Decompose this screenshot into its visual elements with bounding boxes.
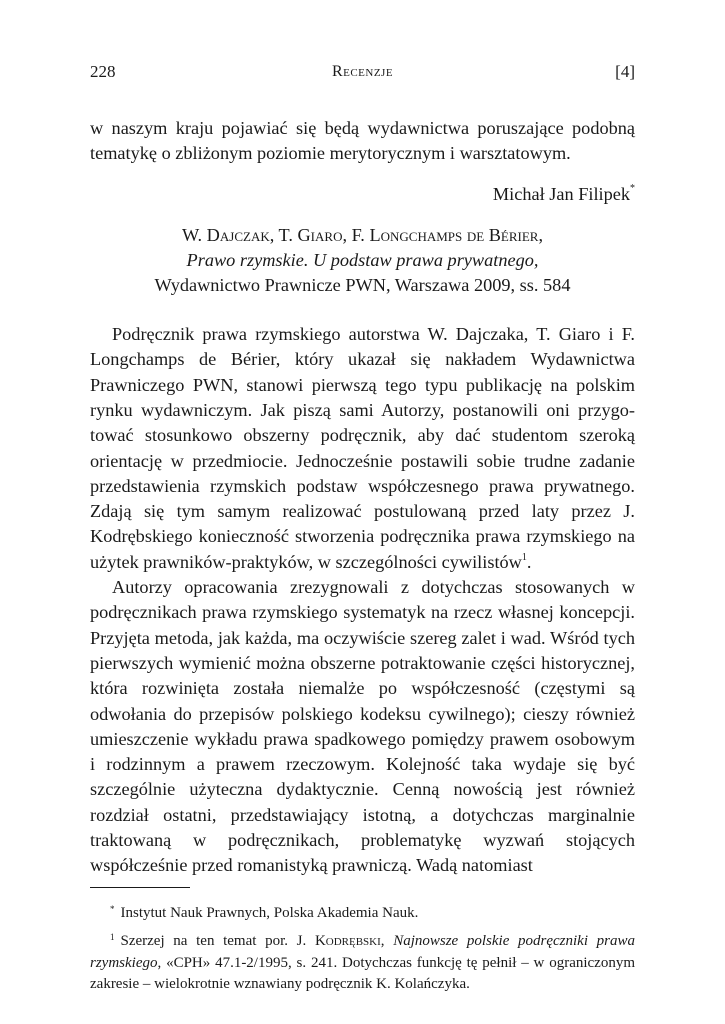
footnote-title: Najnowsze polskie podręczniki prawa rzymskiego bbox=[90, 932, 636, 971]
book-publisher: Wydawnictwo Prawnicze PWN, Warszawa 2009, ss. 584 bbox=[154, 275, 571, 296]
paragraph-text: Podręcznik prawa rzymskiego autorstwa W. Dajczaka, T. Giaro i F. Longchamps de Bérier, który ukazał się nakładem Wydawnictwa Prawniczego PWN, stanowi pierwszą tego typu publikację na polskim rynku wydawniczym. Jak piszą sami Autorzy, postanowili oni przygotować stosunkowo obszerny podręcznik, aby dać studentom szeroką orientację w przedmiocie. Jednocześnie postawili sobie trudne zadanie przedstawienia rzymskich podstaw współczesnego prawa prywatnego. Zdają się tym samym realizować postulowaną przed laty przez J. Kodrębskiego konieczność stworzenia podręcznika prawa rzymskiego na użytek prawników-praktyków, w szczególności cywilistów bbox=[90, 324, 635, 572]
footnote-text: Szerzej na ten temat por. J. bbox=[120, 932, 307, 949]
review-body bbox=[90, 322, 635, 879]
paragraph: Autorzy opracowania zrezygnowali z dotychczas stosowanych w podręcznikach prawa rzymskiego systematyk na rzecz własnej koncepcji. Przyjęta metoda, jak każda, ma oczywiście szereg zalet i wad. Wśród tych pierwszych wymienić można obszerne potraktowanie części historycznej, która rozwinięta została niemalże po współczesność (częstymi są odwołania do przepisów polskiego kodeksu cywilnego); cieszy również umieszczenie wykładu prawa spadkowego pomiędzy prawem osobowym i rodzinnym a prawem rzeczowym. Kolejność taka wydaje się być szczególnie użyteczna dydaktycznie. Cenną nowością jest również rozdział ostatni, przedstawiający istotną, a dotychczas marginalnie traktowaną w podręcznikach, problematykę wyzwań stojących współcześnie przed romanistyką prawniczą. Wadą natomiast bbox=[90, 577, 635, 876]
footnote-1 bbox=[90, 931, 635, 995]
running-header bbox=[90, 60, 635, 84]
book-title: Prawo rzymskie. U podstaw prawa prywatnego, bbox=[186, 250, 539, 271]
footnote-ref[interactable]: 1 bbox=[521, 551, 527, 563]
paragraph bbox=[90, 322, 635, 575]
footnote-divider bbox=[90, 887, 190, 888]
footnote-separator: , bbox=[380, 932, 394, 949]
section-number: [4] bbox=[615, 62, 635, 81]
footnote-author: Kodrębski bbox=[314, 932, 381, 949]
running-title: Recenzje bbox=[331, 63, 394, 80]
author-note-mark: * bbox=[630, 183, 635, 194]
review-author bbox=[90, 178, 635, 207]
footnotes bbox=[90, 903, 635, 995]
footnote-mark: * bbox=[110, 903, 115, 914]
paragraph-end: . bbox=[526, 551, 532, 572]
footnote-star bbox=[90, 903, 635, 925]
book-authors: W. Dajczak, T. Giaro, F. Longchamps de Bérier, bbox=[181, 225, 544, 246]
previous-review-closing: w naszym kraju pojawiać się będą wydawnictwa poruszające podobną tematykę o zbliżonym poziomie merytorycznym i warsztatowym. bbox=[90, 118, 635, 163]
page-number: 228 bbox=[90, 62, 116, 81]
footnote-mark: 1 bbox=[110, 931, 115, 942]
review-author-name: Michał Jan Filipek bbox=[492, 184, 630, 205]
document-page bbox=[90, 60, 635, 1001]
reviewed-book-citation bbox=[90, 223, 635, 298]
footnote-text: Instytut Nauk Prawnych, Polska Akademia Nauk. bbox=[120, 904, 419, 921]
footnote-text-rest: , «CPH» 47.1-2/1995, s. 241. Dotychczas funkcję tę pełnił – w ograniczonym zakresie – wielokrotnie wznawiany podręcznik K. Kolańczyka. bbox=[90, 954, 635, 992]
